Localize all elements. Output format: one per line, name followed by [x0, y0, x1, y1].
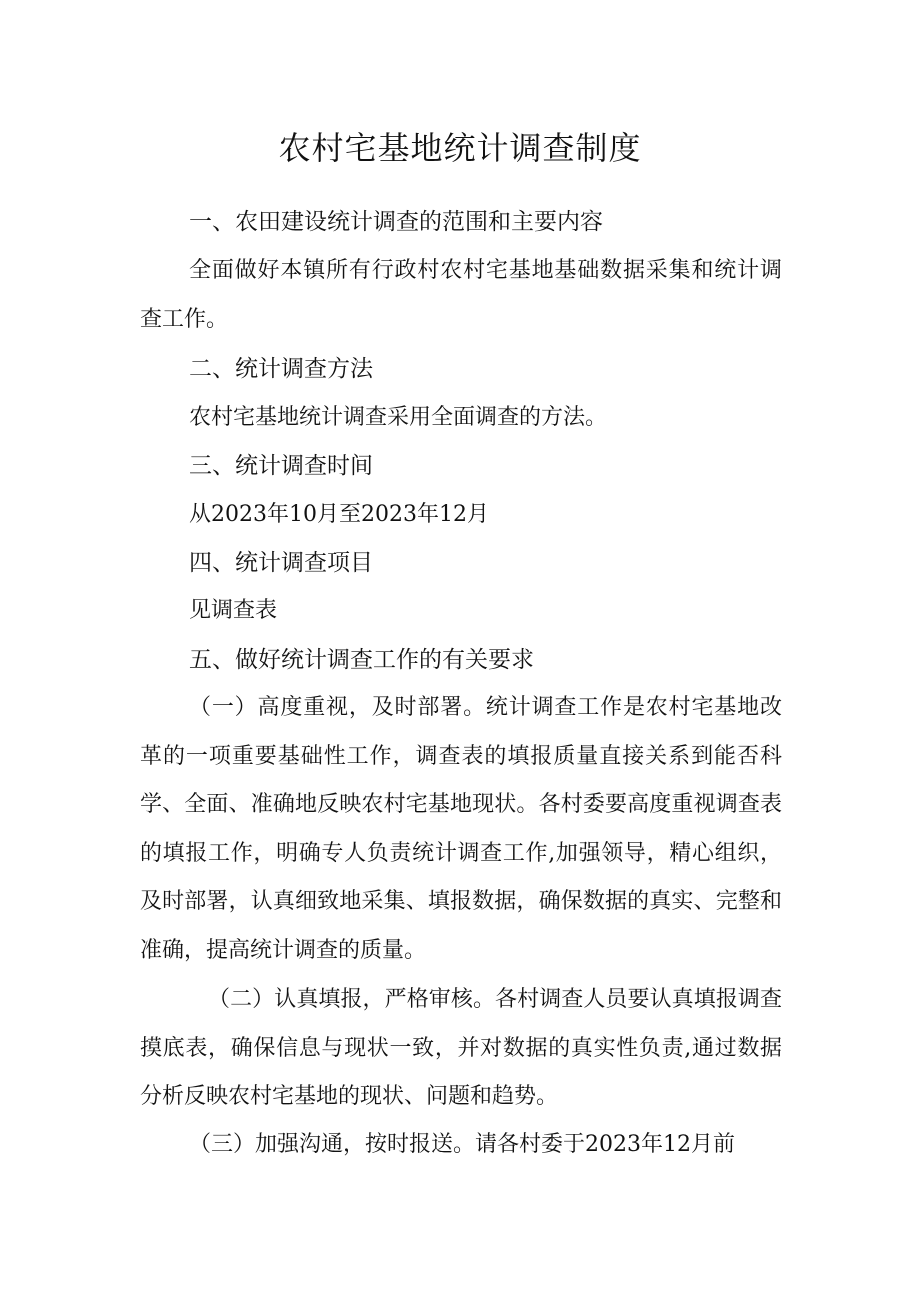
document-title: 农村宅基地统计调查制度 [278, 129, 642, 167]
section-3-heading: 三、统计调查时间 [189, 453, 373, 479]
section-4-body: 见调查表 [189, 598, 278, 623]
section-1-body: 全面做好本镇所有行政村农村宅基地基础数据采集和统计调查工作。 [140, 258, 782, 332]
section-2-heading: 二、统计调查方法 [189, 356, 373, 382]
section-5-heading: 五、做好统计调查工作的有关要求 [189, 647, 534, 673]
section-2-body: 农村宅基地统计调查采用全面调查的方法。 [189, 405, 608, 430]
section-5-item-2: （二）认真填报，严格审核。各村调查人员要认真填报调查摸底表，确保信息与现状一致，并对数据的真实性负责,通过数据分析反映农村宅基地的现状、问题和趋势。 [140, 987, 782, 1109]
section-5-item-3: （三）加强沟通，按时报送。请各村委于2023年12月前 [189, 1132, 735, 1157]
section-3-body: 从2023年10月至2023年12月 [189, 502, 489, 527]
section-1-heading: 一、农田建设统计调查的范围和主要内容 [189, 209, 603, 235]
section-5-item-1: （一）高度重视，及时部署。统计调查工作是农村宅基地改革的一项重要基础性工作，调查表的填报质量直接关系到能否科学、全面、准确地反映农村宅基地现状。各村委要高度重视调查表的填报工作，明确专人负责统计调查工作,加强领导，精心组织，及时部署，认真细致地采集、填报数据，确保数据的真实、完整和准确，提高统计调查的质量。 [140, 695, 782, 963]
section-4-heading: 四、统计调查项目 [189, 550, 373, 576]
